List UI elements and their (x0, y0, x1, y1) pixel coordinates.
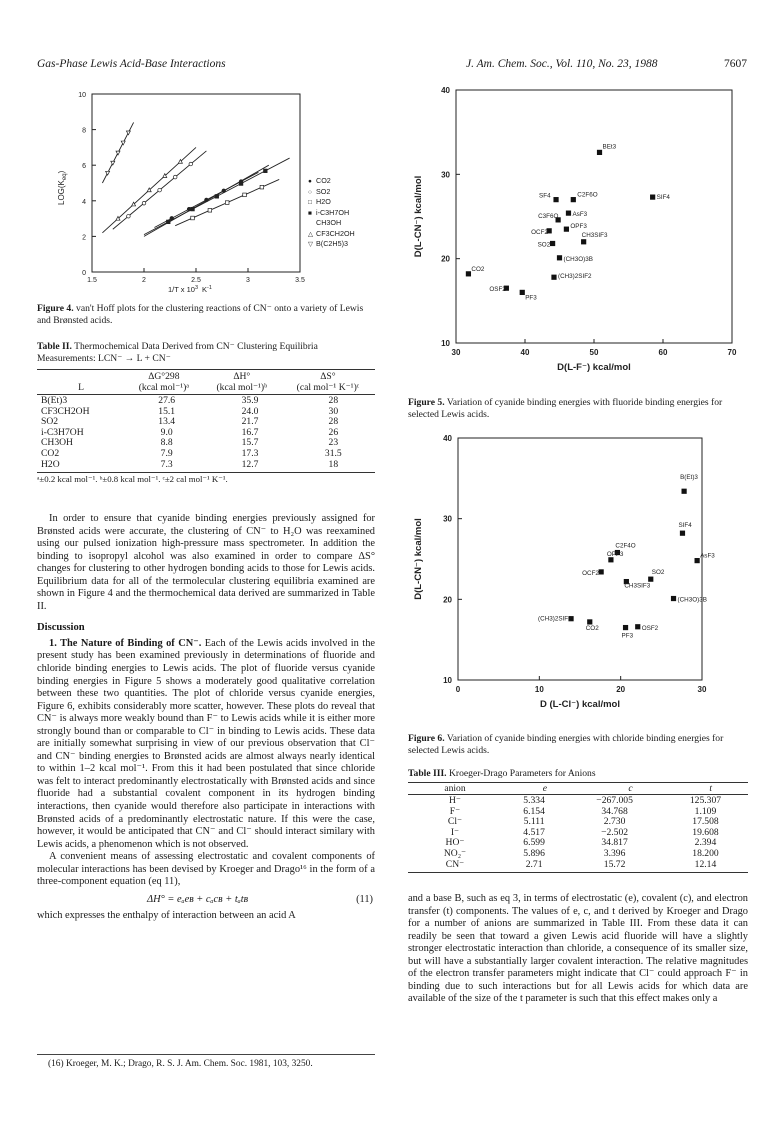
y-tick-label: 40 (443, 434, 452, 443)
footnote-rule (37, 1054, 375, 1055)
data-point (557, 255, 562, 260)
table-cell: 34.817 (601, 837, 628, 849)
table-row-label: CF3CH2OH (41, 405, 90, 417)
data-point (550, 241, 555, 246)
table-row-label: HO⁻ (445, 837, 465, 849)
data-point (239, 180, 243, 184)
data-point (205, 198, 209, 202)
equation-11 (37, 892, 375, 910)
data-point (173, 175, 177, 179)
data-point-label: SO2 (651, 569, 665, 577)
table-cell: 6.599 (523, 837, 545, 849)
table-3-label: Table III. (408, 768, 447, 779)
table-row-label: Cl⁻ (447, 816, 463, 828)
data-point (650, 195, 655, 200)
legend-label: i-C3H7OH (316, 207, 350, 217)
legend-entry (308, 229, 355, 240)
y-tick-label: 30 (443, 514, 452, 524)
table-row-label: H⁻ (449, 795, 461, 806)
table-2-col-header: ΔS° (320, 371, 336, 382)
table-3-col-header: t (709, 783, 713, 794)
table-2-col-header: ΔH° (233, 371, 251, 382)
table-cell: 26 (328, 426, 339, 438)
equation-number: (11) (356, 893, 373, 905)
table-row-label: CN⁻ (445, 858, 465, 870)
table-cell: 8.8 (160, 437, 173, 449)
left-column-body (37, 513, 375, 922)
table-cell: 9.0 (160, 426, 173, 438)
running-header-journal: J. Am. Chem. Soc., Vol. 110, No. 23, 1988 (466, 58, 658, 70)
figure-6-caption-label: Figure 6. (408, 733, 445, 744)
table-2 (37, 369, 375, 486)
data-point (680, 531, 685, 536)
legend-entry (308, 208, 355, 219)
paragraph (37, 638, 375, 851)
legend-entry (308, 239, 355, 250)
table-row (37, 396, 375, 407)
table-row (37, 460, 375, 471)
y-axis-label-sub: eq (62, 173, 68, 181)
table-3-col-header: c (628, 783, 633, 794)
data-point-label: (CH3O)3B (677, 596, 707, 604)
subsection-title: 1. The Nature of Binding of CN⁻. (49, 637, 202, 649)
section-title: Discussion (37, 622, 85, 634)
table-cell: 31.5 (324, 447, 342, 459)
data-point-label: (CH3)2SIF2 (538, 615, 572, 623)
data-point-label: PF3 (525, 294, 537, 302)
table-2-footnote: ᵃ±0.2 kcal mol⁻¹. ᵇ±0.8 kcal mol⁻¹. ᶜ±2 cal mol⁻¹ K⁻¹. (37, 474, 228, 485)
plot-frame (456, 90, 732, 343)
x-axis-label: D(L-F⁻) kcal/mol (557, 362, 631, 373)
y-tick-label: 10 (441, 339, 450, 348)
y-tick-label: 40 (441, 86, 450, 95)
data-point-label: OPF3 (606, 550, 624, 558)
paragraph: and a base B, such as eq 3, in terms of electrostatic (e), covalent (c), and electron transfer (t) components. The values of e, c, and t derived by Kroeger and Drago for a number of anions are summarized in Table III. From these data it can readily be seen that toward a given Lewis acid fluoride will have a slightly stronger electrostatic interaction than chloride, a consequence of its smaller size, but will have a substantially larger covalent interaction. The relative magnitudes of the electron transfer parameters might indicate that Cl⁻ could approach F⁻ in binding due to such interactions but for all Lewis acids for which data are available of the size of the t parameter is such that this effect makes only a (408, 893, 748, 1005)
data-point-label: CO2 (471, 265, 485, 273)
data-point-label: C3F6O (538, 212, 559, 220)
data-point (243, 193, 247, 197)
y-tick-label: 20 (441, 254, 450, 264)
table-cell: 5.334 (523, 795, 545, 806)
table-cell: 12.7 (241, 458, 259, 470)
data-point (599, 569, 604, 574)
table-2-col-header: L (78, 382, 84, 393)
y-tick-label: 0 (82, 270, 86, 277)
table-3 (408, 782, 748, 873)
paragraph: which expresses the enthalpy of interaction between an acid A (37, 909, 296, 921)
table-cell: 125.307 (689, 795, 722, 806)
figure-4-caption-label: Figure 4. (37, 303, 74, 314)
data-point-label: OCF2 (582, 569, 599, 577)
table-cell: 5.896 (523, 847, 545, 859)
table-2-header-row (37, 371, 375, 382)
x-tick-label: 10 (534, 685, 544, 694)
legend-label: CH3OH (316, 218, 342, 227)
data-point (187, 207, 191, 211)
data-point (142, 201, 146, 205)
figure-4-caption-text: van't Hoff plots for the clustering reactions of CN⁻ onto a variety of Lewis and Brønsted acids. (37, 303, 364, 326)
figure-5-caption (408, 397, 748, 420)
running-header-left: Gas-Phase Lewis Acid-Base Interactions (37, 58, 226, 70)
legend-marker: ▽ (308, 241, 313, 248)
right-column-body (408, 893, 748, 1006)
legend-entry (308, 218, 355, 229)
y-axis-label-main: LOG(K (57, 180, 66, 205)
table-3-col-header: e (542, 783, 547, 794)
paragraph-text: Each of the Lewis acids involved in the present study has been examined previously in determinations of fluoride and chloride binding energies to Lewis acids. The plot of fluoride versus cyanide binding energies in Figure 5 shows a moderately good qualitative correlation between these two quantities. The plot of chloride versus cyanide energies, Figure 6, exhibits considerably more scatter, however. These plots do reveal that CN⁻ is always more weakly bound than F⁻ to Lewis acids while it is either more strongly bound than or comparable to Cl⁻ in binding to Lewis acids. These data are initially somewhat surprising in view of our previous observation that Cl⁻ and CN⁻ binding energies to Brønsted acids are almost always nearly identical to within 1–2 kcal mol⁻¹. From this it had been postulated that since chloride was felt to interact predominantly electrostatically with Brønsted acids and since fluoride had a substantial covalent component in its hydrogen binding interactions, then cyanide would therefore also participate in interactions with Brønsted acids of a predominantly electrostatic nature. If this were the case, however, it would be anticipated that CN⁻ and Cl⁻ should interact similary with Lewis acids, a phenomenon which is not observed. (37, 637, 376, 850)
table-2-title-text: Thermochemical Data Derived from CN⁻ Clustering Equilibria Measurements: LCN⁻ → L + CN⁻ (37, 341, 318, 364)
data-point-label: SIF4 (678, 522, 692, 530)
figure-5-plot (408, 82, 748, 387)
table-2-col-unit: (cal mol⁻¹ K⁻¹)ᶜ (296, 382, 360, 393)
y-tick-label: 30 (441, 170, 450, 180)
table-cell: 28 (328, 395, 339, 406)
data-point (189, 162, 193, 166)
x-tick-label: 3.5 (295, 277, 305, 284)
table-cell: 1.109 (694, 805, 717, 817)
figure-4-legend (308, 176, 355, 250)
table-cell: 18 (328, 458, 339, 470)
table-cell: 2.730 (603, 816, 626, 828)
legend-label: CO2 (316, 176, 331, 185)
legend-marker: ● (308, 178, 312, 185)
table-cell: 4.517 (523, 826, 545, 838)
data-point (126, 131, 130, 135)
data-point-label: CH3SIF3 (581, 231, 608, 239)
table-row (37, 449, 375, 460)
x-tick-label: 2.5 (191, 277, 201, 284)
y-tick-label: 10 (78, 92, 86, 99)
table-cell: 30 (328, 405, 339, 417)
figure-6-caption (408, 733, 748, 756)
table-cell: 35.9 (241, 395, 259, 406)
table-row-label: CO2 (41, 447, 60, 459)
table-2-title (37, 341, 375, 364)
table-row-label: I⁻ (450, 826, 460, 838)
paragraph: In order to ensure that cyanide binding energies previously assigned for Brønsted acids were accurate, the clustering of CN⁻ to H₂O was reexamined using our pulsed ionization high-pressure mass spectrometer. In addition the binding to isopropyl alcohol was also examined in order to compare ΔS° changes for clustering to other hydrogen bonding acids to those for Lewis acids. Equilibrium data for all of the termolecular clustering equilibria examined are shown in Figure 4 and the thermochemical data derived are summarized in Table II. (37, 513, 375, 612)
data-point-label: PF3 (621, 632, 634, 640)
table-3-col-header: anion (444, 783, 466, 794)
legend-label: H2O (316, 197, 331, 206)
x-axis-label (168, 285, 212, 294)
data-point-label: C2F6O (577, 191, 598, 199)
data-point-label: (CH3)2SIF2 (557, 273, 592, 281)
data-point (623, 625, 628, 630)
data-point (222, 189, 226, 193)
footnote-16: (16) Kroeger, M. K.; Drago, R. S. J. Am. Chem. Soc. 1981, 103, 3250. (48, 1059, 313, 1069)
figure-4-caption (37, 303, 375, 326)
y-tick-label: 6 (82, 163, 86, 171)
data-point-label: AsF3 (572, 211, 588, 219)
table-row (408, 796, 748, 807)
x-tick-label: 30 (697, 685, 707, 694)
table-cell: 2.394 (694, 837, 717, 849)
data-point (466, 271, 471, 276)
table-cell: 23 (328, 437, 339, 449)
table-cell: −267.005 (596, 795, 633, 806)
x-axis-label: D (L-Cl⁻) kcal/mol (540, 699, 620, 710)
y-axis-label (57, 170, 68, 205)
table-row-label: CH3OH (41, 437, 73, 449)
table-cell: 21.7 (241, 416, 259, 428)
table-row (408, 860, 748, 871)
table-row-label: B(Et)3 (41, 395, 68, 406)
table-cell: 18.200 (692, 847, 719, 859)
legend-entry (308, 187, 355, 198)
table-2-col-header: ΔG°298 (148, 371, 180, 382)
data-point (682, 489, 687, 494)
table-cell: 17.508 (692, 816, 719, 828)
x-axis-label-main: 1/T x 10 (168, 285, 195, 294)
legend-marker: ○ (308, 188, 312, 196)
table-cell: 13.4 (158, 416, 176, 428)
table-row-label: H2O (41, 458, 60, 470)
table-cell: 27.6 (158, 395, 176, 406)
data-point-label: SF4 (539, 192, 551, 200)
x-axis-label-unit-sup: -1 (207, 285, 212, 291)
legend-label: SO2 (316, 186, 331, 196)
table-cell: 17.3 (241, 447, 259, 459)
data-point (225, 201, 229, 205)
legend-marker: ■ (308, 209, 312, 217)
x-tick-label: 2 (142, 277, 146, 284)
table-cell: 19.608 (692, 826, 719, 838)
legend-entry (308, 197, 355, 208)
data-point (170, 217, 174, 221)
table-cell: −2.502 (601, 826, 629, 838)
data-point (121, 141, 125, 145)
table-2-label: Table II. (37, 341, 72, 352)
data-point (116, 151, 120, 155)
figure-5-caption-label: Figure 5. (408, 397, 445, 408)
data-point (158, 188, 162, 192)
plot-frame (458, 438, 702, 680)
table-cell: 15.7 (241, 437, 259, 449)
data-point (127, 214, 131, 218)
data-point (111, 161, 115, 165)
data-point (564, 227, 569, 232)
data-point-label: OCF2 (531, 228, 548, 236)
data-point (553, 197, 558, 202)
y-tick-label: 8 (82, 127, 86, 135)
table-cell: 24.0 (241, 405, 259, 417)
data-point (571, 197, 576, 202)
data-point-label: CO2 (585, 624, 599, 632)
x-tick-label: 50 (589, 348, 599, 357)
figure-5-caption-text: Variation of cyanide binding energies with fluoride binding energies for selected Lewis acids. (408, 397, 723, 420)
y-tick-label: 2 (82, 234, 86, 242)
data-point (566, 211, 571, 216)
paragraph: A convenient means of assessing electrostatic and covalent components of molecular interactions has been devised by Kroeger and Drago¹⁶ in the form of a three-component equation (eq 11), (37, 851, 375, 888)
y-tick-label: 20 (443, 595, 452, 605)
table-cell: 2.71 (525, 858, 543, 870)
plot-frame (92, 94, 300, 272)
table-cell: 7.9 (160, 447, 173, 459)
y-axis-label: D(L-CN⁻) kcal/mol (413, 175, 424, 258)
table-row-label: SO2 (41, 416, 59, 428)
legend-marker: □ (308, 199, 312, 206)
data-point (671, 596, 676, 601)
data-point (635, 624, 640, 629)
table-cell: 15.1 (158, 405, 176, 417)
x-tick-label: 60 (658, 348, 668, 357)
data-point-label: AsF3 (700, 552, 715, 560)
data-point (191, 216, 195, 220)
x-tick-label: 20 (616, 685, 626, 694)
table-row (37, 407, 375, 418)
data-point-label: CH3SIF3 (624, 582, 651, 590)
x-tick-label: 40 (520, 348, 530, 357)
data-point (520, 290, 525, 295)
page-number: 7607 (724, 58, 747, 70)
data-point-label: B(Et)3 (680, 474, 698, 482)
table-row-label: F⁻ (449, 805, 461, 817)
x-tick-label: 70 (727, 348, 737, 357)
data-point (581, 239, 586, 244)
data-point (551, 275, 556, 280)
figure-6-caption-text: Variation of cyanide binding energies with chloride binding energies for selected Lewis acids. (408, 733, 724, 756)
table-cell: 6.154 (523, 805, 545, 817)
table-row (37, 428, 375, 439)
data-point (106, 171, 110, 175)
legend-label: B(C2H5)3 (316, 239, 348, 248)
table-row (408, 849, 748, 860)
data-point (648, 577, 653, 582)
figure-6 (408, 430, 748, 725)
data-point-label: BEt3 (602, 143, 617, 151)
table-3-title (408, 768, 596, 780)
equation-text: ΔH° = eₐeʙ + cₐcʙ + tₐtʙ (147, 893, 249, 905)
x-axis-label-unit: K (202, 285, 208, 294)
data-point (208, 208, 212, 212)
table-row-label: i-C3H7OH (41, 426, 84, 438)
table-cell: 7.3 (160, 458, 173, 470)
figure-6-plot (408, 430, 748, 725)
table-3-header-row (408, 783, 748, 794)
table-row-label: NO₂⁻ (443, 847, 467, 859)
data-point-label: OSF2 (641, 624, 659, 632)
table-2-col-unit: (kcal mol⁻¹)ᵃ (138, 382, 189, 393)
data-point (260, 185, 264, 189)
y-axis-label: D(L-CN⁻) kcal/mol (413, 518, 424, 600)
y-axis-label-end: ) (57, 170, 66, 174)
data-point-label: SIF4 (656, 194, 670, 202)
table-2-col-unit: (kcal mol⁻¹)ᵇ (216, 382, 268, 393)
table-cell: 15.72 (603, 858, 626, 870)
data-point (695, 558, 700, 563)
x-tick-label: 3 (246, 277, 250, 284)
data-point-label: SO2 (537, 241, 551, 249)
data-point (597, 150, 602, 155)
figure-5 (408, 82, 748, 387)
y-tick-label: 10 (443, 676, 452, 685)
table-row (37, 417, 375, 428)
x-tick-label: 0 (455, 685, 461, 694)
legend-label: CF3CH2OH (316, 228, 355, 238)
x-tick-label: 1.5 (87, 277, 97, 284)
data-point-label: (CH3O)3B (563, 255, 593, 263)
data-point-label: C2F4O (615, 542, 636, 550)
table-2-unit-row (37, 382, 375, 393)
table-3-title-text: Kroeger-Drago Parameters for Anions (448, 768, 596, 779)
legend-entry (308, 176, 355, 187)
data-point (264, 169, 268, 173)
table-cell: 28 (328, 416, 339, 428)
data-point (608, 557, 613, 562)
x-tick-label: 30 (451, 348, 461, 357)
table-cell: 34.768 (601, 805, 628, 817)
table-cell: 12.14 (694, 858, 717, 870)
data-point-label: OSF2 (489, 286, 506, 294)
y-tick-label: 4 (82, 198, 86, 206)
table-cell: 3.396 (603, 847, 626, 859)
table-cell: 5.111 (523, 816, 545, 828)
data-point (587, 619, 592, 624)
table-cell: 16.7 (241, 426, 259, 438)
x-axis-label-sup: 3 (194, 285, 199, 291)
legend-marker: △ (308, 230, 313, 238)
data-point-label: OPF3 (570, 223, 587, 231)
